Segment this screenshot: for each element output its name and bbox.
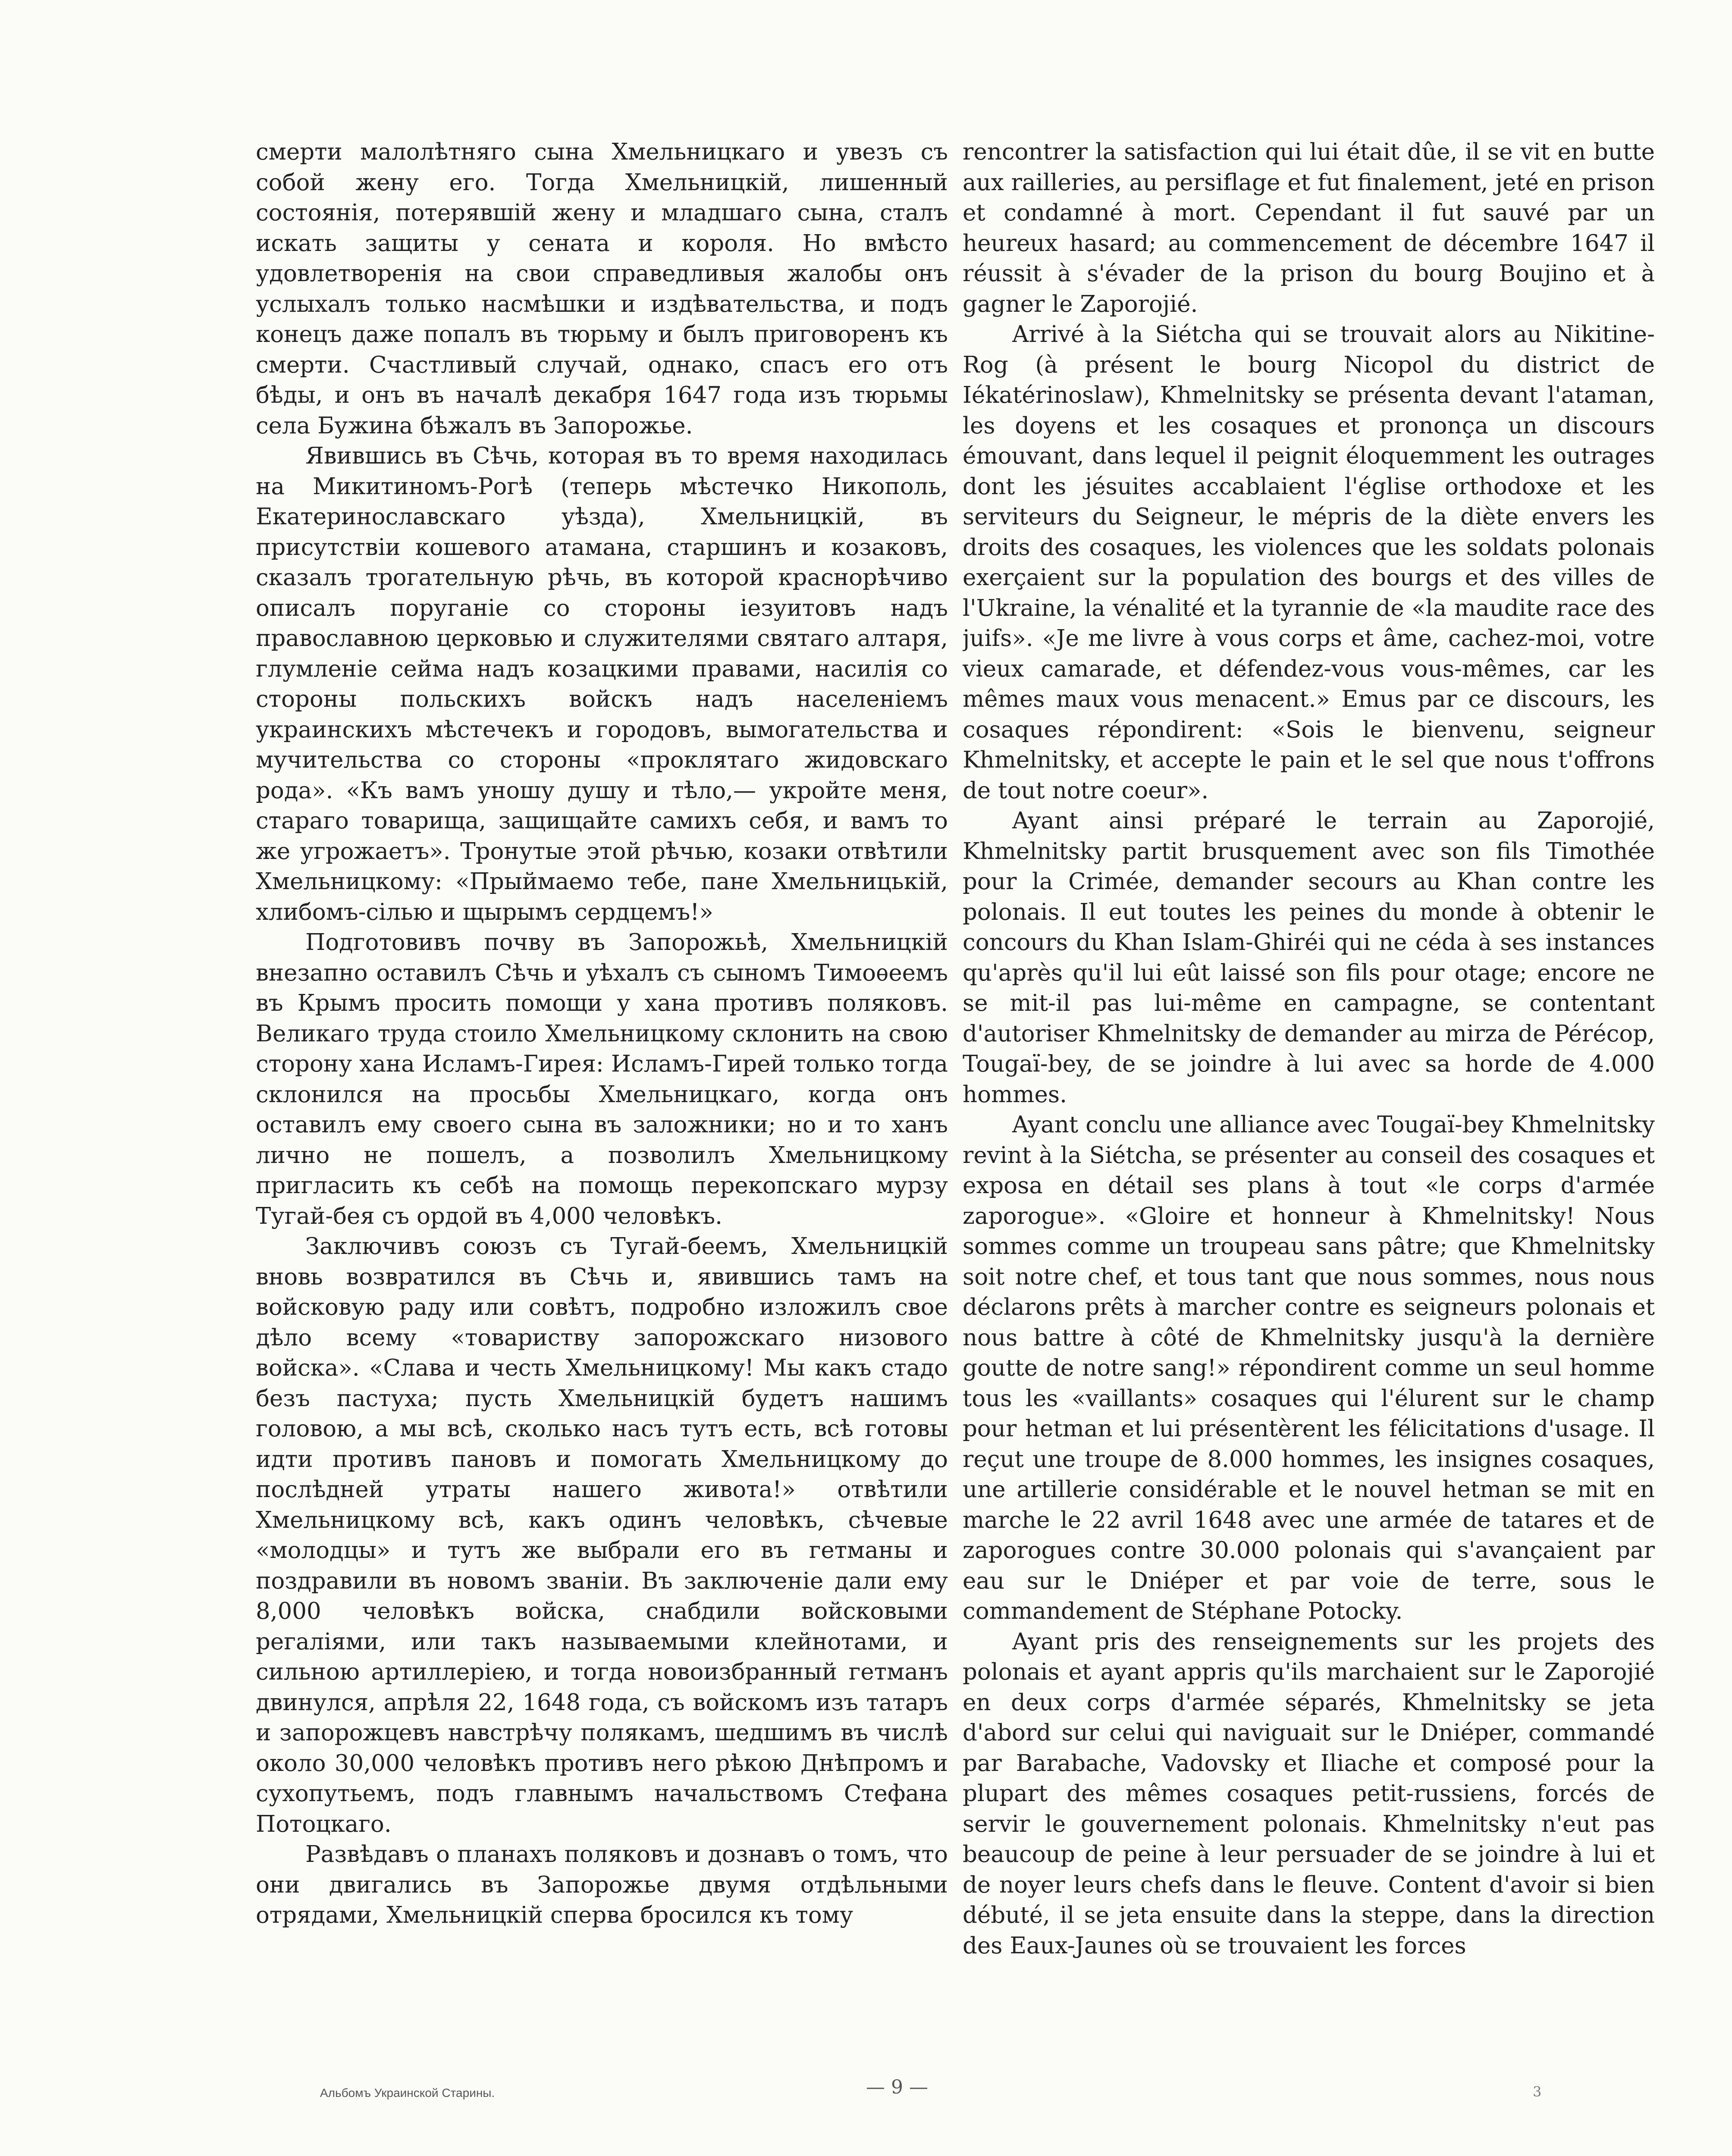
page-number: — 9 — <box>866 2076 928 2098</box>
russian-text-column <box>256 137 948 2043</box>
running-footer-title: Альбомъ Украинской Старины. <box>320 2086 495 2100</box>
paragraph: Arrivé à la Siétcha qui se trouvait alors au Nikitine-Rog (à présent le bourg Nicopol du district de Iékatérinoslaw), Khmelnitsky se présenta devant l'ataman, les doyens et les cosaques et prononça un discours émouvant, dans lequel il peignit éloquemment les outrages dont les jésuites accablaient l'église orthodoxe et les serviteurs du Seigneur, le mépris de la diète envers les droits des cosaques, les violences que les soldats polonais exerçaient sur la population des bourgs et des villes de l'Ukraine, la vénalité et la tyrannie de «la maudite race des juifs». «Je me livre à vous corps et âme, cachez-moi, votre vieux camarade, et défendez-vous vous-mêmes, car les mêmes maux vous menacent.» Emus par ce discours, les cosaques répondirent: «Sois le bienvenu, seigneur Khmelnitsky, et accepte le pain et le sel que nous t'offrons de tout notre coeur». <box>963 321 1655 804</box>
paragraph: Ayant pris des renseignements sur les projets des polonais et ayant appris qu'ils marchaient sur le Zaporojié en deux corps d'armée séparés, Khmelnitsky se jeta d'abord sur celui qui naviguait sur le Dniéper, commandé par Barabache, Vadovsky et Iliache et composé pour la plupart des mêmes cosaques petit-russiens, forcés de servir le gouvernement polonais. Khmelnitsky n'eut pas beaucoup de peine à leur persuader de se joindre à lui et de noyer leurs chefs dans le fleuve. Content d'avoir si bien débuté, il se jeta ensuite dans la steppe, dans la direction des Eaux-Jaunes où se trouvaient les forces <box>963 1628 1655 1959</box>
paragraph: Явившись въ Сѣчь, которая въ то время находилась на Микитиномъ-Рогѣ (теперь мѣстечко Никополь, Екатеринославскаго уѣзда), Хмельницкій, въ присутствіи кошевого атамана, старшинъ и козаковъ, сказалъ трогательную рѣчь, въ которой краснорѣчиво описалъ поруганіе со стороны іезуитовъ надъ православною церковью и служителями святаго алтаря, глумленіе сейма надъ козацкими правами, насилія со стороны польскихъ войскъ надъ населеніемъ украинскихъ мѣстечекъ и городовъ, вымогательства и мучительства со стороны «проклятаго жидовскаго рода». «Къ вамъ уношу душу и тѣло,— укройте меня, стараго товарища, защищайте самихъ себя, и вамъ то же угрожаетъ». Тронутые этой рѣчью, козаки отвѣтили Хмельницкому: «Прыймаемо тебе, пане Хмельницькій, хлибомъ-сілью и щырымъ сердцемъ!» <box>256 443 948 925</box>
signature-mark: 3 <box>1533 2084 1542 2100</box>
paragraph: Подготовивъ почву въ Запорожьѣ, Хмельницкій внезапно оставилъ Сѣчь и уѣхалъ съ сыномъ Тимоѳеемъ въ Крымъ просить помощи у хана противъ поляковъ. Великаго труда стоило Хмельницкому склонить на свою сторону хана Исламъ-Гирея: Исламъ-Гирей только тогда склонился на просьбы Хмельницкаго, когда онъ оставилъ ему своего сына въ заложники; но и то ханъ лично не пошелъ, а позволилъ Хмельницкому пригласить къ себѣ на помощь перекопскаго мурзу Тугай-бея съ ордой въ 4,000 человѣкъ. <box>256 929 948 1229</box>
paragraph: Ayant ainsi préparé le terrain au Zaporojié, Khmelnitsky partit brusquement avec son fils Timothée pour la Crimée, demander secours au Khan contre les polonais. Il eut toutes les peines du monde à obtenir le concours du Khan Islam-Ghiréi qui ne céda à ses instances qu'après qu'il lui eût laissé son fils pour otage; encore ne se mit-il pas lui-même en campagne, se contentant d'autoriser Khmelnitsky de demander au mirza de Pérécop, Tougaï-bey, de se joindre à lui avec sa horde de 4.000 hommes. <box>963 808 1655 1108</box>
paragraph: смерти малолѣтняго сына Хмельницкаго и увезъ съ собой жену его. Тогда Хмельницкій, лишенный состоянія, потерявшій жену и младшаго сына, сталъ искать защиты у сената и короля. Но вмѣсто удовлетворенія на свои справедливыя жалобы онъ услыхалъ только насмѣшки и издѣвательства, и подъ конецъ даже попалъ въ тюрьму и былъ приговоренъ къ смерти. Счастливый случай, однако, спасъ его отъ бѣды, и онъ въ началѣ декабря 1647 года изъ тюрьмы села Бужина бѣжалъ въ Запорожье. <box>256 139 948 439</box>
paragraph: Заключивъ союзъ съ Тугай-беемъ, Хмельницкій вновь возвратился въ Сѣчь и, явившись тамъ на войсковую раду или совѣтъ, подробно изложилъ свое дѣло всему «товариству запорожскаго низового войска». «Слава и честь Хмельницкому! Мы какъ стадо безъ пастуха; пусть Хмельницкій будетъ нашимъ головою, а мы всѣ, сколько насъ тутъ есть, всѣ готовы идти противъ пановъ и помогать Хмельницкому до послѣдней утраты нашего живота!» отвѣтили Хмельницкому всѣ, какъ одинъ человѣкъ, сѣчевые «молодцы» и тутъ же выбрали его въ гетманы и поздравили въ новомъ званіи. Въ заключеніе дали ему 8,000 человѣкъ войска, снабдили войсковыми регаліями, или такъ называемыми клейнотами, и сильною артиллеріею, и тогда новоизбранный гетманъ двинулся, апрѣля 22, 1648 года, съ войскомъ изъ татаръ и запорожцевъ навстрѣчу полякамъ, шедшимъ въ числѣ около 30,000 человѣкъ противъ него рѣкою Днѣпромъ и сухопутьемъ, подъ главнымъ начальствомъ Стефана Потоцкаго. <box>256 1233 948 1837</box>
paragraph: Развѣдавъ о планахъ поляковъ и дознавъ о томъ, что они двигались въ Запорожье двумя отдѣльными отрядами, Хмельницкій сперва бросился къ тому <box>256 1841 948 1928</box>
paragraph: Ayant conclu une alliance avec Tougaï-bey Khmelnitsky revint à la Siétcha, se présenter au conseil des cosaques et exposa en détail ses plans à tout «le corps d'armée zaporogue». «Gloire et honneur à Khmelnitsky! Nous sommes comme un troupeau sans pâtre; que Khmelnitsky soit notre chef, et tous tant que nous sommes, nous nous déclarons prêts à marcher contre es seigneurs polonais et nous battre à côté de Khmelnitsky jusqu'à la dernière goutte de notre sang!» répondirent comme un seul homme tous les «vaillants» cosaques qui l'élurent sur le champ pour hetman et lui présentèrent les félicitations d'usage. Il reçut une troupe de 8.000 hommes, les insignes cosaques, une artillerie considérable et le nouvel hetman se mit en marche le 22 avril 1648 avec une armée de tatares et de zaporogues contre 30.000 polonais qui s'avançaient par eau sur le Dniéper et par voie de terre, sous le commandement de Stéphane Potocky. <box>963 1112 1655 1624</box>
paragraph: rencontrer la satisfaction qui lui était dûe, il se vit en butte aux railleries, au persiflage et fut finalement, jeté en prison et condamné à mort. Cependant il fut sauvé par un heureux hasard; au commencement de décembre 1647 il réussit à s'évader de la prison du bourg Boujino et à gagner le Zaporojié. <box>963 139 1655 317</box>
french-text-column <box>963 137 1655 2043</box>
